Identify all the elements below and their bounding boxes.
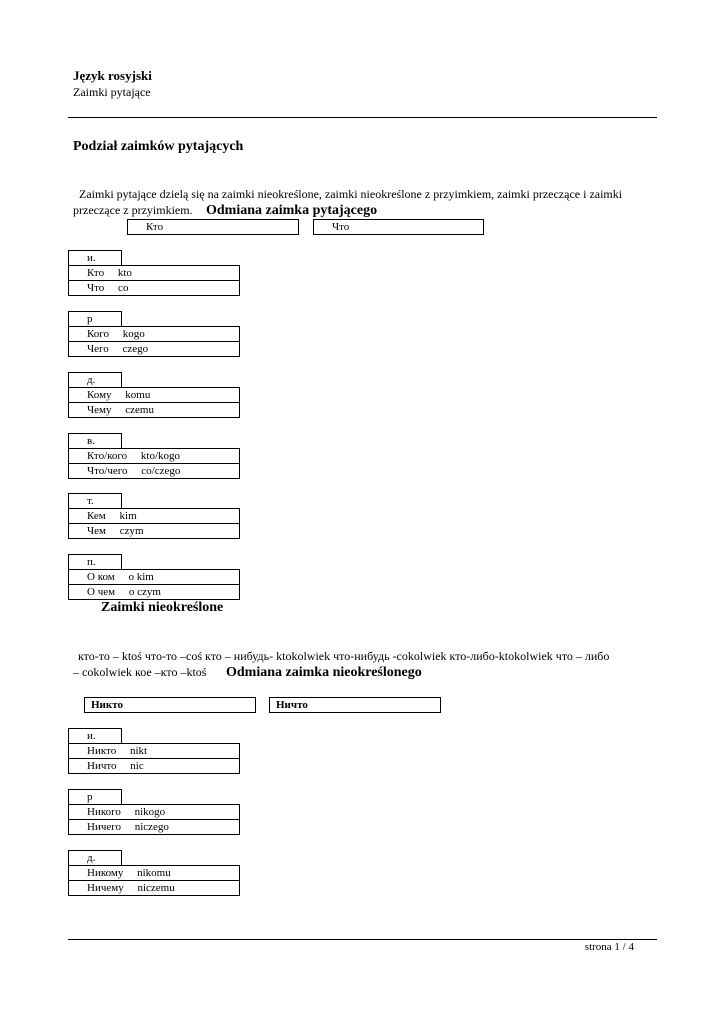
intro-text-1: Zaimki pytające dzielą się na zaimki nieokreślone, zaimki nieokreślone z przyimkiem, zaimki przeczące i zaimki <box>79 187 623 201</box>
table-row: О чем o czym <box>68 584 240 600</box>
document-title: Język rosyjski <box>73 68 152 83</box>
page-number: strona 1 / 4 <box>584 941 634 953</box>
section-title: Podział zaimków pytających <box>73 139 244 154</box>
intro-paragraph-line-1 <box>73 186 663 202</box>
table2-column-nikto: Никто <box>84 697 256 713</box>
table-row: Что co <box>68 280 240 296</box>
table-row: Ничему niczemu <box>68 880 240 896</box>
document-subtitle: Zaimki pytające <box>73 85 151 99</box>
table-row: Ничто nic <box>68 758 240 774</box>
table1-title: Odmiana zaimka pytającego <box>206 203 378 218</box>
footer-divider <box>68 939 657 940</box>
case-label: и. <box>68 250 122 265</box>
indefinite-list-line-2: – cokolwiek кое –кто –ktoś <box>73 665 207 679</box>
table2-column-nichto: Ничто <box>269 697 441 713</box>
case-label: п. <box>68 554 122 569</box>
table-row: Чего czego <box>68 341 240 357</box>
header-divider <box>68 117 657 118</box>
case-label: т. <box>68 493 122 508</box>
case-label: р <box>68 789 122 804</box>
table-row: Что/чего co/czego <box>68 463 240 479</box>
table-row: Кого kogo <box>68 326 240 342</box>
table-row: Никому nikomu <box>68 865 240 881</box>
table-row: Кому komu <box>68 387 240 403</box>
table-row: Кто kto <box>68 265 240 281</box>
table-row: Чему czemu <box>68 402 240 418</box>
case-label: в. <box>68 433 122 448</box>
table-row: Никто nikt <box>68 743 240 759</box>
intro-paragraph-line-2: przeczące z przyimkiem. <box>73 203 193 217</box>
table1-column-kto: Кто <box>127 219 299 235</box>
indefinite-list-line-1: кто-то – ktoś что-то –coś кто – нибудь- ktokolwiek что-нибудь -cokolwiek кто-либо-ktokolwiek что – либо <box>78 649 610 663</box>
case-label: и. <box>68 728 122 743</box>
table-row: О ком o kim <box>68 569 240 585</box>
table-row: Чем czym <box>68 523 240 539</box>
table-row: Кем kim <box>68 508 240 524</box>
table2-title: Odmiana zaimka nieokreślonego <box>226 665 422 680</box>
case-label: д. <box>68 850 122 865</box>
case-label: р <box>68 311 122 326</box>
section2-title: Zaimki nieokreślone <box>101 600 224 615</box>
table1-column-chto: Что <box>313 219 484 235</box>
table-row: Кто/кого kto/kogo <box>68 448 240 464</box>
table-row: Никого nikogo <box>68 804 240 820</box>
table-row: Ничего niczego <box>68 819 240 835</box>
case-label: д. <box>68 372 122 387</box>
